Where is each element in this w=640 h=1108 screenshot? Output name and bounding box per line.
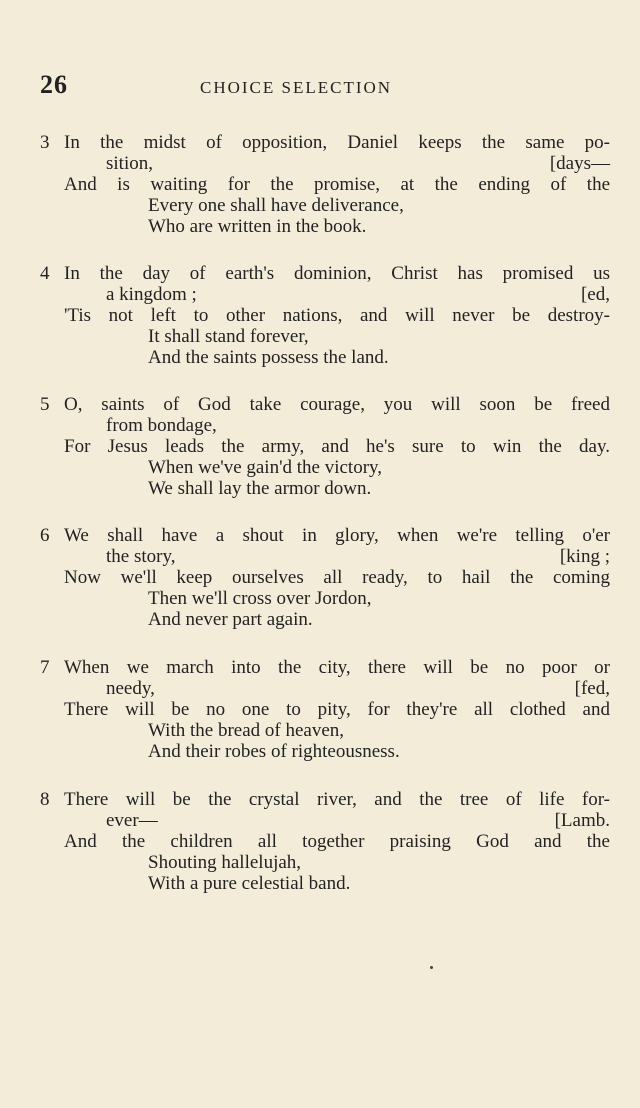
- verse-5: [40, 394, 610, 499]
- running-title: CHOICE SELECTION: [200, 78, 393, 97]
- verse-line: It shall stand forever,: [148, 326, 309, 347]
- verse-line: 'Tis not left to other nations, and will never be destroy-: [64, 305, 610, 326]
- verse-line: With a pure celestial band.: [148, 873, 351, 894]
- verse-line: Every one shall have deliverance,: [148, 195, 404, 216]
- verse-line: Shouting hallelujah,: [148, 852, 302, 873]
- verse-line-continuation: from bondage,: [106, 415, 217, 436]
- verse-turnover: [ed,: [580, 284, 610, 305]
- verse-line: O, saints of God take courage, you will soon be freed: [64, 394, 610, 415]
- verse-turnover: [days—: [549, 153, 610, 174]
- verse-6: [40, 525, 610, 630]
- verse-line: And never part again.: [148, 609, 313, 630]
- verse-line: In the day of earth's dominion, Christ has promised us: [64, 263, 610, 284]
- verse-line: And is waiting for the promise, at the ending of the: [64, 174, 610, 195]
- verse-number: 4: [40, 263, 50, 284]
- verse-number: 6: [40, 525, 50, 546]
- verse-line: For Jesus leads the army, and he's sure to win the day.: [64, 436, 610, 457]
- verse-line: Then we'll cross over Jordon,: [148, 588, 372, 609]
- verse-line: There will be no one to pity, for they're all clothed and: [64, 699, 610, 720]
- verse-line: Who are written in the book.: [148, 216, 367, 237]
- verse-line: When we've gain'd the victory,: [148, 457, 383, 478]
- verse-4: [40, 263, 610, 368]
- verse-8: [40, 789, 610, 894]
- verse-turnover: [fed,: [574, 678, 610, 699]
- page-header: [40, 70, 620, 106]
- verse-line: Now we'll keep ourselves all ready, to hail the coming: [64, 567, 610, 588]
- verse-3: [40, 132, 610, 237]
- verse-number: 5: [40, 394, 50, 415]
- verse-7: [40, 657, 610, 762]
- verse-number: 8: [40, 789, 50, 810]
- verse-line-continuation: a kingdom ;: [106, 284, 197, 305]
- verse-turnover: [Lamb.: [554, 810, 610, 831]
- verse-line: And the children all together praising God and the: [64, 831, 610, 852]
- verse-line: And their robes of righteousness.: [148, 741, 400, 762]
- print-speck: [430, 966, 433, 969]
- verse-line-continuation: needy,: [106, 678, 155, 699]
- verse-line: In the midst of opposition, Daniel keeps the same po-: [64, 132, 610, 153]
- page-number: 26: [40, 70, 68, 99]
- verse-line: And the saints possess the land.: [148, 347, 389, 368]
- verse-line: With the bread of heaven,: [148, 720, 345, 741]
- verse-line: When we march into the city, there will be no poor or: [64, 657, 610, 678]
- verse-number: 7: [40, 657, 50, 678]
- verse-line-continuation: the story,: [106, 546, 176, 567]
- verse-line: We shall lay the armor down.: [148, 478, 372, 499]
- verse-turnover: [king ;: [559, 546, 610, 567]
- verse-line: We shall have a shout in glory, when we're telling o'er: [64, 525, 610, 546]
- verse-line-continuation: sition,: [106, 153, 153, 174]
- verse-number: 3: [40, 132, 50, 153]
- verse-line: There will be the crystal river, and the tree of life for-: [64, 789, 610, 810]
- verse-line-continuation: ever—: [106, 810, 158, 831]
